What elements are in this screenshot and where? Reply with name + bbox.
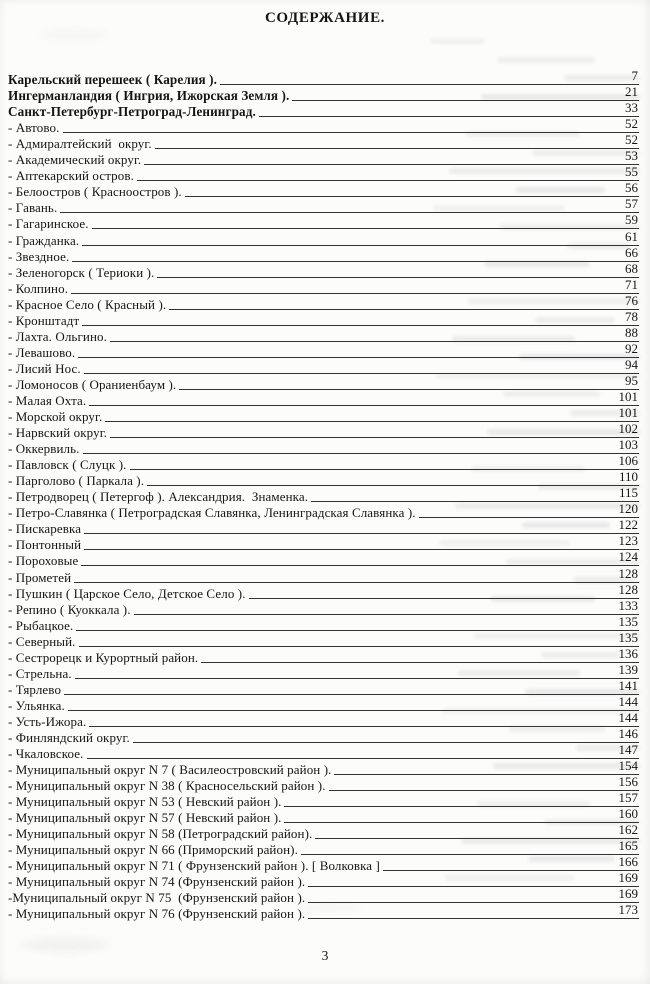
toc-entry <box>8 308 639 328</box>
toc-leader-line <box>63 132 622 133</box>
table-of-contents <box>8 68 639 922</box>
toc-entry-label: Карельский перешеек ( Карелия ). <box>8 72 218 88</box>
toc-entry <box>8 517 639 537</box>
toc-entry <box>8 822 639 842</box>
toc-entry <box>8 693 639 713</box>
toc-entry-label: - Муниципальный округ N 76 (Фрунзенский район ). <box>8 906 306 922</box>
toc-entry <box>8 84 639 104</box>
toc-entry-label: - Муниципальный округ N 57 ( Невский район ). <box>8 810 282 826</box>
toc-page-number: 135 <box>615 615 640 631</box>
toc-leader-line <box>79 646 615 647</box>
toc-entry-label: - Ульянка. <box>8 697 65 713</box>
toc-leader-line <box>134 614 615 615</box>
toc-leader-line <box>284 822 614 823</box>
toc-entry <box>8 100 639 120</box>
toc-leader-line <box>83 453 615 454</box>
toc-entry <box>8 212 639 232</box>
toc-entry-label: - Белоостров ( Красноостров ). <box>8 184 182 200</box>
toc-page-number: 154 <box>615 759 640 775</box>
toc-entry-label: - Кронштадт <box>8 312 80 328</box>
toc-entry <box>8 132 639 152</box>
toc-entry-label: - Морской округ. <box>8 409 103 425</box>
toc-entry-label: - Аптекарский остров. <box>8 168 134 184</box>
toc-page-number: 144 <box>615 695 640 711</box>
toc-page-number: 146 <box>615 727 640 743</box>
toc-entry-label: - Северный. <box>8 633 76 649</box>
toc-page-number: 136 <box>615 647 640 663</box>
toc-leader-line <box>130 469 615 470</box>
toc-page-number: 92 <box>621 342 639 358</box>
toc-leader-line <box>308 918 614 919</box>
toc-entry <box>8 581 639 601</box>
toc-entry <box>8 886 639 906</box>
toc-entry-label: - Пискаревка <box>8 521 82 537</box>
toc-page-number: 52 <box>621 117 639 133</box>
toc-entry <box>8 533 639 553</box>
toc-page-number: 139 <box>615 663 640 679</box>
toc-leader-line <box>155 148 621 149</box>
toc-entry-label: - Чкаловское. <box>8 746 84 762</box>
toc-entry-label: - Красное Село ( Красный ). <box>8 296 167 312</box>
toc-entry <box>8 437 639 457</box>
toc-entry-label: - Прометей <box>8 569 72 585</box>
toc-entry <box>8 613 639 633</box>
toc-page-number: 128 <box>615 567 640 583</box>
toc-entry-label: - Муниципальный округ N 66 (Приморский район). <box>8 842 298 858</box>
toc-leader-line <box>334 774 614 775</box>
toc-leader-line <box>311 501 615 502</box>
toc-page-number: 120 <box>615 502 640 518</box>
toc-page-number: 166 <box>615 855 640 871</box>
toc-page-number: 94 <box>621 358 639 374</box>
toc-entry-label: Ингерманландия ( Ингрия, Ижорская Земля ). <box>8 88 290 104</box>
toc-page-number: 122 <box>615 518 640 534</box>
toc-page-number: 101 <box>615 390 640 406</box>
toc-entry <box>8 276 639 296</box>
toc-leader-line <box>72 261 621 262</box>
toc-page-number: 33 <box>621 101 639 117</box>
toc-entry <box>8 388 639 408</box>
toc-leader-line <box>201 662 614 663</box>
toc-leader-line <box>249 598 615 599</box>
bleed-through-artifact <box>430 38 485 44</box>
toc-entry-label: - Павловск ( Слуцк ). <box>8 457 127 473</box>
toc-entry <box>8 244 639 264</box>
toc-entry <box>8 356 639 376</box>
toc-page-number: 124 <box>615 550 640 566</box>
toc-page-number: 162 <box>615 823 640 839</box>
toc-entry <box>8 260 639 280</box>
toc-entry-label: - Гагаринское. <box>8 216 89 232</box>
toc-entry <box>8 774 639 794</box>
toc-entry-label: - Рыбацкое. <box>8 617 74 633</box>
toc-page-number: 78 <box>621 310 639 326</box>
toc-entry <box>8 661 639 681</box>
toc-entry-label: - Муниципальный округ N 38 ( Красносельский район ). <box>8 778 326 794</box>
toc-page-number: 103 <box>615 438 640 454</box>
toc-page-number: 141 <box>615 679 640 695</box>
toc-leader-line <box>68 710 615 711</box>
toc-page-number: 95 <box>621 374 639 390</box>
toc-leader-line <box>71 293 621 294</box>
toc-page-number: 7 <box>628 69 640 85</box>
toc-entry <box>8 709 639 729</box>
toc-entry-label: - Колпино. <box>8 280 69 296</box>
toc-entry <box>8 501 639 521</box>
toc-entry <box>8 292 639 312</box>
toc-entry <box>8 758 639 778</box>
toc-entry-label: - Малая Охта. <box>8 392 87 408</box>
toc-leader-line <box>84 533 614 534</box>
toc-page-number: 144 <box>615 711 640 727</box>
toc-entry-label: - Лахта. Ольгино. <box>8 328 107 344</box>
toc-leader-line <box>89 726 614 727</box>
toc-leader-line <box>137 180 621 181</box>
toc-page-number: 173 <box>615 903 640 919</box>
toc-entry <box>8 372 639 392</box>
toc-entry-label: - Лисий Нос. <box>8 360 81 376</box>
toc-entry-label: - Финляндский округ. <box>8 729 130 745</box>
toc-entry-label: - Академический округ. <box>8 152 142 168</box>
toc-entry <box>8 902 639 922</box>
toc-entry-label: - Муниципальный округ N 53 ( Невский район ). <box>8 794 282 810</box>
toc-leader-line <box>133 742 615 743</box>
toc-page-number: 147 <box>615 743 640 759</box>
toc-leader-line <box>169 309 621 310</box>
page-title: СОДЕРЖАНИЕ. <box>264 10 386 26</box>
toc-entry <box>8 164 639 184</box>
toc-leader-line <box>82 325 621 326</box>
footer-page-number: 3 <box>321 948 329 963</box>
toc-leader-line <box>329 790 615 791</box>
toc-page-number: 56 <box>621 181 639 197</box>
toc-leader-line <box>75 678 615 679</box>
toc-entry <box>8 806 639 826</box>
toc-entry-label: - Парголово ( Паркала ). <box>8 473 145 489</box>
toc-leader-line <box>82 245 621 246</box>
toc-entry <box>8 645 639 665</box>
toc-entry-label: - Пороховые <box>8 553 79 569</box>
toc-leader-line <box>110 341 621 342</box>
toc-page-number: 157 <box>615 791 640 807</box>
toc-leader-line <box>89 405 614 406</box>
toc-leader-line <box>147 485 615 486</box>
toc-leader-line <box>185 196 621 197</box>
toc-page-number: 21 <box>621 85 639 101</box>
toc-entry-label: - Петродворец ( Петергоф ). Александрия. Знаменка. <box>8 489 309 505</box>
toc-page-number: 88 <box>621 326 639 342</box>
toc-entry-label: - Муниципальный округ N 7 ( Василеостровский район ). <box>8 762 332 778</box>
toc-leader-line <box>144 164 621 165</box>
toc-entry-label: Санкт-Петербург-Петроград-Ленинград. <box>8 104 256 120</box>
toc-entry <box>8 549 639 569</box>
toc-entry-label: - Гражданка. <box>8 232 80 248</box>
toc-entry-label: -Муниципальный округ N 75 (Фрунзенский район ). <box>8 890 306 906</box>
toc-page-number: 106 <box>615 454 640 470</box>
toc-page-number: 61 <box>621 230 639 246</box>
toc-leader-line <box>87 758 615 759</box>
toc-leader-line <box>84 549 614 550</box>
toc-page-number: 169 <box>615 871 640 887</box>
toc-entry-label: - Понтонный <box>8 537 82 553</box>
toc-entry-label: - Стрельна. <box>8 665 72 681</box>
scan-smudge-artifact <box>40 30 110 40</box>
toc-page-number: 101 <box>615 406 640 422</box>
toc-leader-line <box>383 870 615 871</box>
toc-page-number: 52 <box>621 133 639 149</box>
toc-page-number: 128 <box>615 583 640 599</box>
toc-page-number: 59 <box>621 213 639 229</box>
toc-leader-line <box>301 854 615 855</box>
toc-leader-line <box>284 806 614 807</box>
toc-entry-label: - Левашово. <box>8 344 76 360</box>
toc-entry <box>8 597 639 617</box>
toc-entry-label: - Муниципальный округ N 71 ( Фрунзенский район ). [ Волковка ] <box>8 858 380 874</box>
toc-entry <box>8 565 639 585</box>
toc-entry <box>8 790 639 810</box>
toc-page-number: 115 <box>615 486 639 502</box>
toc-entry <box>8 340 639 360</box>
toc-page-number: 169 <box>615 887 640 903</box>
toc-leader-line <box>84 373 621 374</box>
toc-leader-line <box>179 389 621 390</box>
toc-entry-label: - Петро-Славянка ( Петроградская Славянка, Ленинградская Славянка ). <box>8 505 416 521</box>
toc-entry <box>8 854 639 874</box>
toc-entry <box>8 469 639 489</box>
toc-leader-line <box>308 886 614 887</box>
toc-entry-label: - Муниципальный округ N 58 (Петроградский район). <box>8 826 313 842</box>
toc-entry-label: - Ломоносов ( Ораниенбаум ). <box>8 376 177 392</box>
toc-entry <box>8 421 639 441</box>
toc-entry-label: - Сестрорецк и Курортный район. <box>8 649 199 665</box>
toc-entry-label: - Гавань. <box>8 200 58 216</box>
toc-entry <box>8 228 639 248</box>
toc-page-number: 71 <box>621 278 639 294</box>
toc-leader-line <box>105 421 614 422</box>
toc-entry <box>8 838 639 858</box>
toc-entry-label: - Зеленогорск ( Териоки ). <box>8 264 155 280</box>
toc-page-number: 156 <box>615 775 640 791</box>
toc-page-number: 57 <box>621 197 639 213</box>
toc-entry <box>8 405 639 425</box>
toc-entry-label: - Оккервиль. <box>8 441 80 457</box>
toc-entry-label: - Усть-Ижора. <box>8 713 87 729</box>
toc-leader-line <box>64 694 614 695</box>
toc-entry-label: - Нарвский округ. <box>8 425 108 441</box>
toc-page-number: 76 <box>621 294 639 310</box>
toc-page-number: 133 <box>615 599 640 615</box>
toc-leader-line <box>292 100 621 101</box>
toc-leader-line <box>76 630 614 631</box>
toc-page-number: 53 <box>621 149 639 165</box>
toc-entry <box>8 629 639 649</box>
toc-entry <box>8 324 639 344</box>
toc-page-number: 66 <box>621 246 639 262</box>
toc-leader-line <box>74 582 614 583</box>
toc-leader-line <box>60 212 621 213</box>
toc-leader-line <box>259 116 621 117</box>
bleed-through-artifact <box>497 57 595 63</box>
toc-page-number: 135 <box>615 631 640 647</box>
toc-page-number: 110 <box>615 470 639 486</box>
toc-leader-line <box>419 517 615 518</box>
toc-page-number: 55 <box>621 165 639 181</box>
toc-entry <box>8 196 639 216</box>
toc-leader-line <box>78 357 621 358</box>
toc-entry <box>8 742 639 762</box>
toc-page-number: 160 <box>615 807 640 823</box>
toc-page-number: 165 <box>615 839 640 855</box>
toc-entry <box>8 68 639 88</box>
toc-entry-label: - Пушкин ( Царское Село, Детское Село ). <box>8 585 246 601</box>
toc-leader-line <box>92 228 621 229</box>
toc-entry <box>8 148 639 168</box>
toc-entry <box>8 453 639 473</box>
toc-leader-line <box>110 437 614 438</box>
toc-entry-label: - Автово. <box>8 120 60 136</box>
toc-entry <box>8 485 639 505</box>
toc-entry <box>8 870 639 890</box>
toc-entry-label: - Тярлево <box>8 681 62 697</box>
toc-leader-line <box>308 902 614 903</box>
toc-entry <box>8 725 639 745</box>
toc-leader-line <box>157 277 621 278</box>
toc-leader-line <box>81 565 614 566</box>
toc-entry-label: - Звездное. <box>8 248 70 264</box>
toc-leader-line <box>220 84 627 85</box>
toc-entry <box>8 116 639 136</box>
toc-page-number: 68 <box>621 262 639 278</box>
toc-entry <box>8 180 639 200</box>
toc-page-number: 123 <box>615 534 640 550</box>
toc-entry <box>8 677 639 697</box>
toc-entry-label: - Репино ( Куоккала ). <box>8 601 131 617</box>
toc-page-number: 102 <box>615 422 640 438</box>
toc-entry-label: - Адмиралтейский округ. <box>8 136 152 152</box>
toc-entry-label: - Муниципальный округ N 74 (Фрунзенский район ). <box>8 874 306 890</box>
toc-leader-line <box>315 838 614 839</box>
